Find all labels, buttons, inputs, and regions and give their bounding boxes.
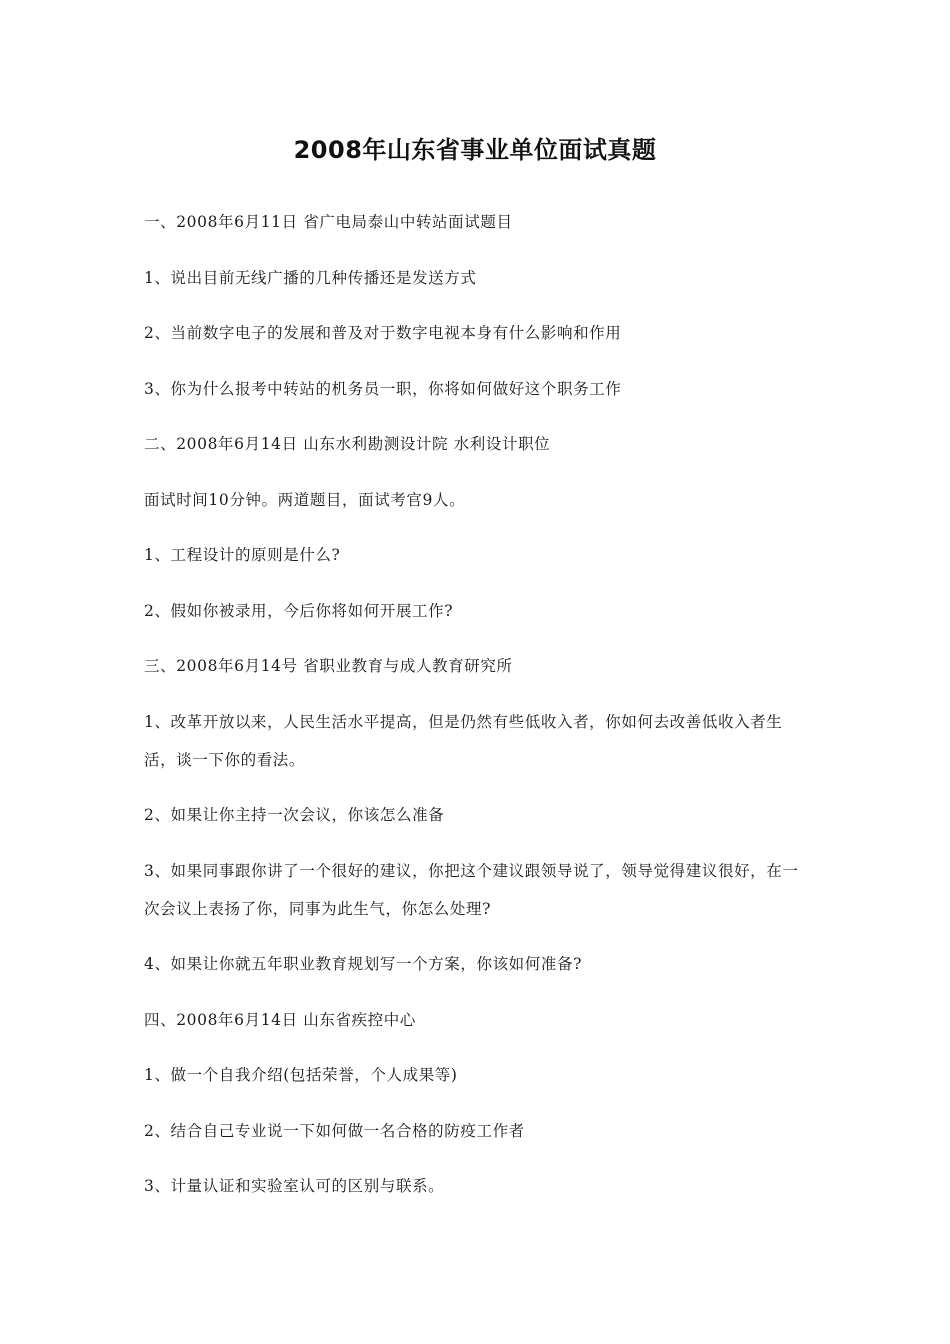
question-item: 2、假如你被录用，今后你将如何开展工作? bbox=[144, 602, 454, 620]
question-item: 3、计量认证和实验室认可的区别与联系。 bbox=[144, 1177, 445, 1195]
page-title: 2008年山东省事业单位面试真题 bbox=[293, 136, 657, 164]
question-item: 2、当前数字电子的发展和普及对于数字电视本身有什么影响和作用 bbox=[144, 324, 622, 342]
section-heading-1: 一、2008年6月11日 省广电局泰山中转站面试题目 bbox=[144, 213, 513, 231]
question-item: 4、如果让你就五年职业教育规划写一个方案，你该如何准备? bbox=[144, 955, 582, 973]
section-heading-3: 三、2008年6月14号 省职业教育与成人教育研究所 bbox=[144, 657, 513, 675]
question-item: 1、工程设计的原则是什么? bbox=[144, 546, 341, 564]
question-item: 3、你为什么报考中转站的机务员一职，你将如何做好这个职务工作 bbox=[144, 380, 622, 398]
question-item: 1、做一个自我介绍(包括荣誉，个人成果等) bbox=[144, 1066, 458, 1084]
section-note: 面试时间10分钟。两道题目，面试考官9人。 bbox=[144, 491, 466, 509]
question-item: 2、结合自己专业说一下如何做一名合格的防疫工作者 bbox=[144, 1122, 525, 1140]
question-item: 1、改革开放以来，人民生活水平提高，但是仍然有些低收入者，你如何去改善低收入者生活，谈一下你的看法。 bbox=[144, 713, 783, 769]
question-item: 1、说出目前无线广播的几种传播还是发送方式 bbox=[144, 269, 477, 287]
question-item: 3、如果同事跟你讲了一个很好的建议，你把这个建议跟领导说了，领导觉得建议很好，在一次会议上表扬了你，同事为此生气，你怎么处理? bbox=[144, 862, 799, 918]
section-heading-2: 二、2008年6月14日 山东水利勘测设计院 水利设计职位 bbox=[144, 435, 551, 453]
section-heading-4: 四、2008年6月14日 山东省疾控中心 bbox=[144, 1011, 416, 1029]
question-item: 2、如果让你主持一次会议，你该怎么准备 bbox=[144, 806, 445, 824]
